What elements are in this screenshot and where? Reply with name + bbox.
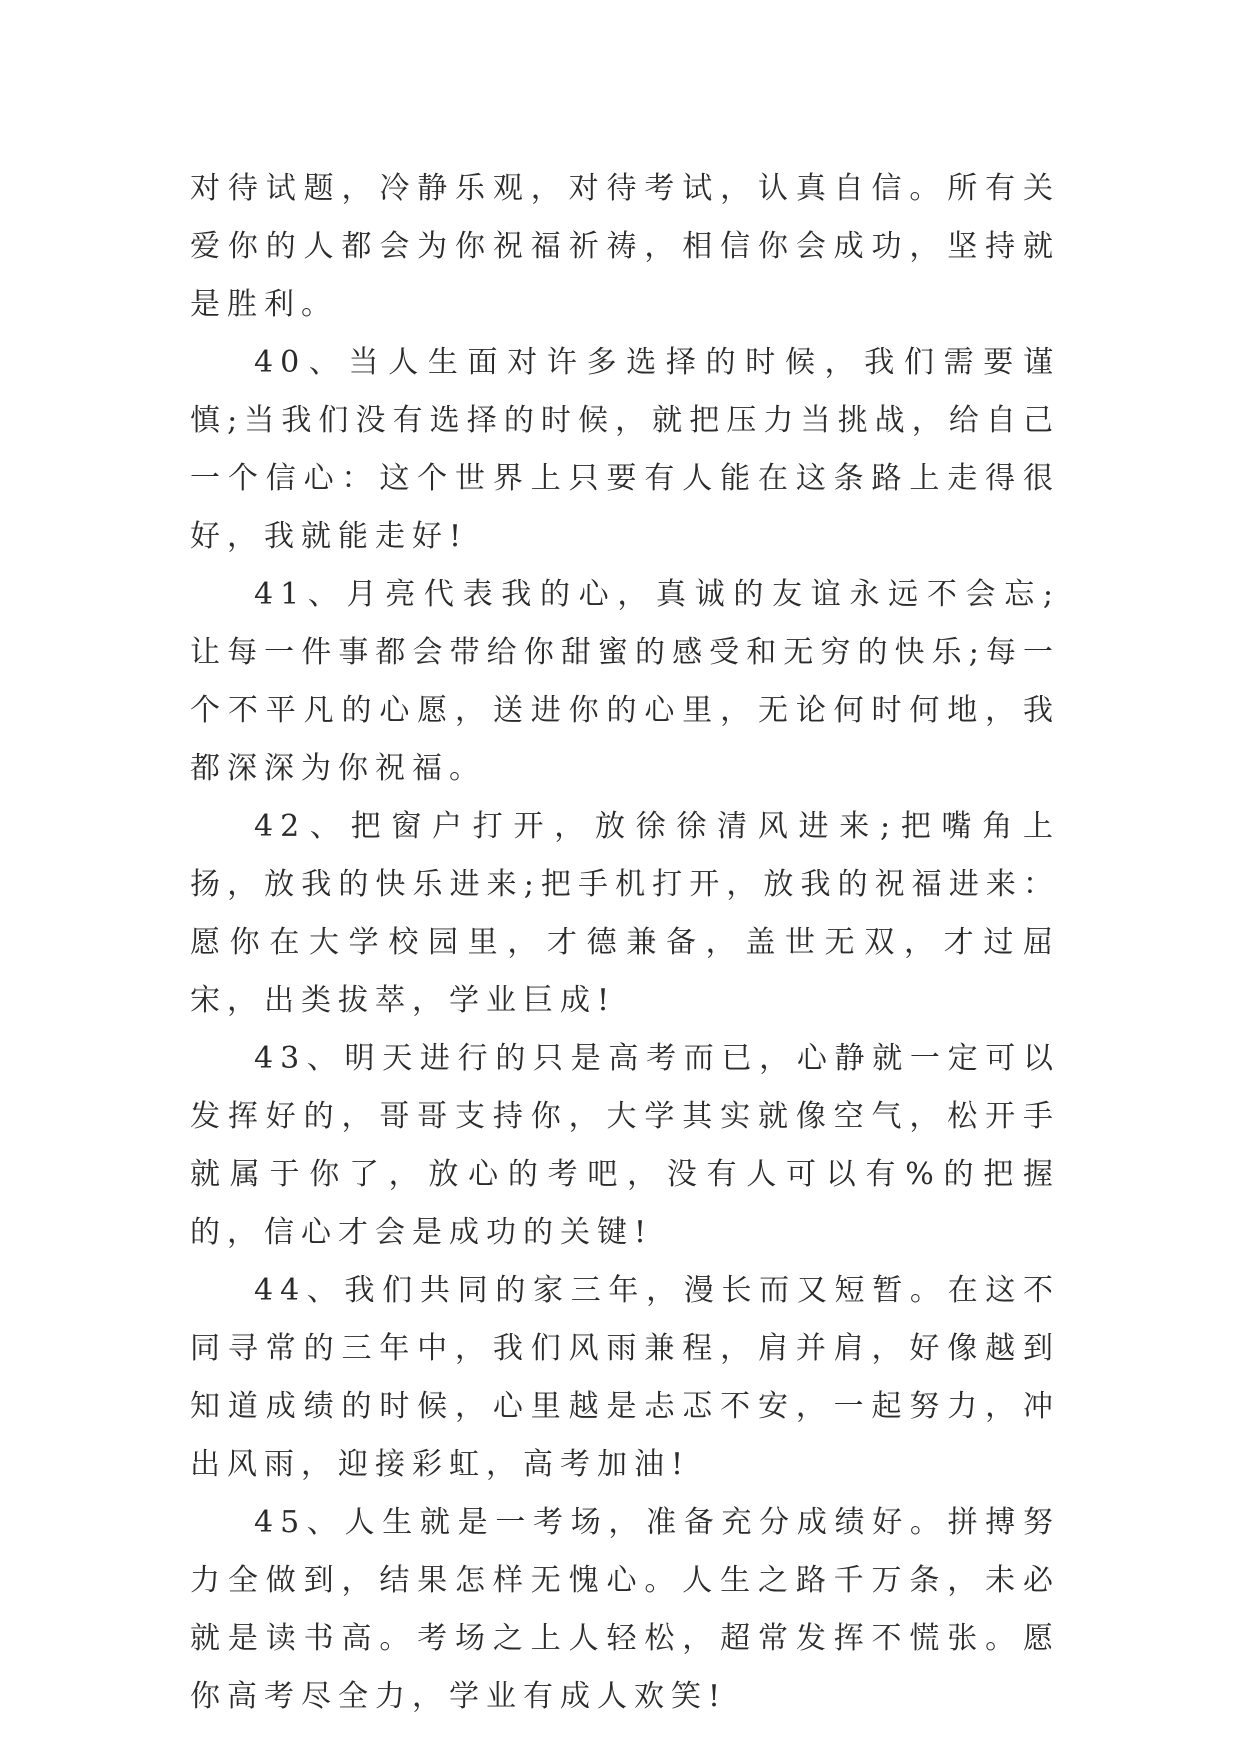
paragraph-45: 45、人生就是一考场，准备充分成绩好。拼搏努力全做到，结果怎样无愧心。人生之路千万条，未必就是读书高。考场之上人轻松，超常发挥不慌张。愿你高考尽全力，学业有成人欢笑! <box>190 1505 1060 1714</box>
paragraph-40: 40、当人生面对许多选择的时候，我们需要谨慎;当我们没有选择的时候，就把压力当挑战，给自己一个信心：这个世界上只要有人能在这条路上走得很好，我就能走好! <box>190 345 1060 554</box>
paragraph-42: 42、把窗户打开，放徐徐清风进来;把嘴角上扬，放我的快乐进来;把手机打开，放我的祝福进来：愿你在大学校园里，才德兼备，盖世无双，才过屈宋，出类拔萃，学业巨成! <box>190 809 1060 1018</box>
document-page <box>190 160 1060 1726</box>
paragraph-41: 41、月亮代表我的心，真诚的友谊永远不会忘;让每一件事都会带给你甜蜜的感受和无穷的快乐;每一个不平凡的心愿，送进你的心里，无论何时何地，我都深深为你祝福。 <box>190 577 1060 786</box>
paragraph-44: 44、我们共同的家三年，漫长而又短暂。在这不同寻常的三年中，我们风雨兼程，肩并肩，好像越到知道成绩的时候，心里越是忐忑不安，一起努力，冲出风雨，迎接彩虹，高考加油! <box>190 1273 1060 1482</box>
paragraph-43: 43、明天进行的只是高考而已，心静就一定可以发挥好的，哥哥支持你，大学其实就像空气，松开手就属于你了，放心的考吧，没有人可以有%的把握的，信心才会是成功的关键! <box>190 1041 1060 1250</box>
paragraph-continuation: 对待试题，冷静乐观，对待考试，认真自信。所有关爱你的人都会为你祝福祈祷，相信你会成功，坚持就是胜利。 <box>190 171 1060 322</box>
